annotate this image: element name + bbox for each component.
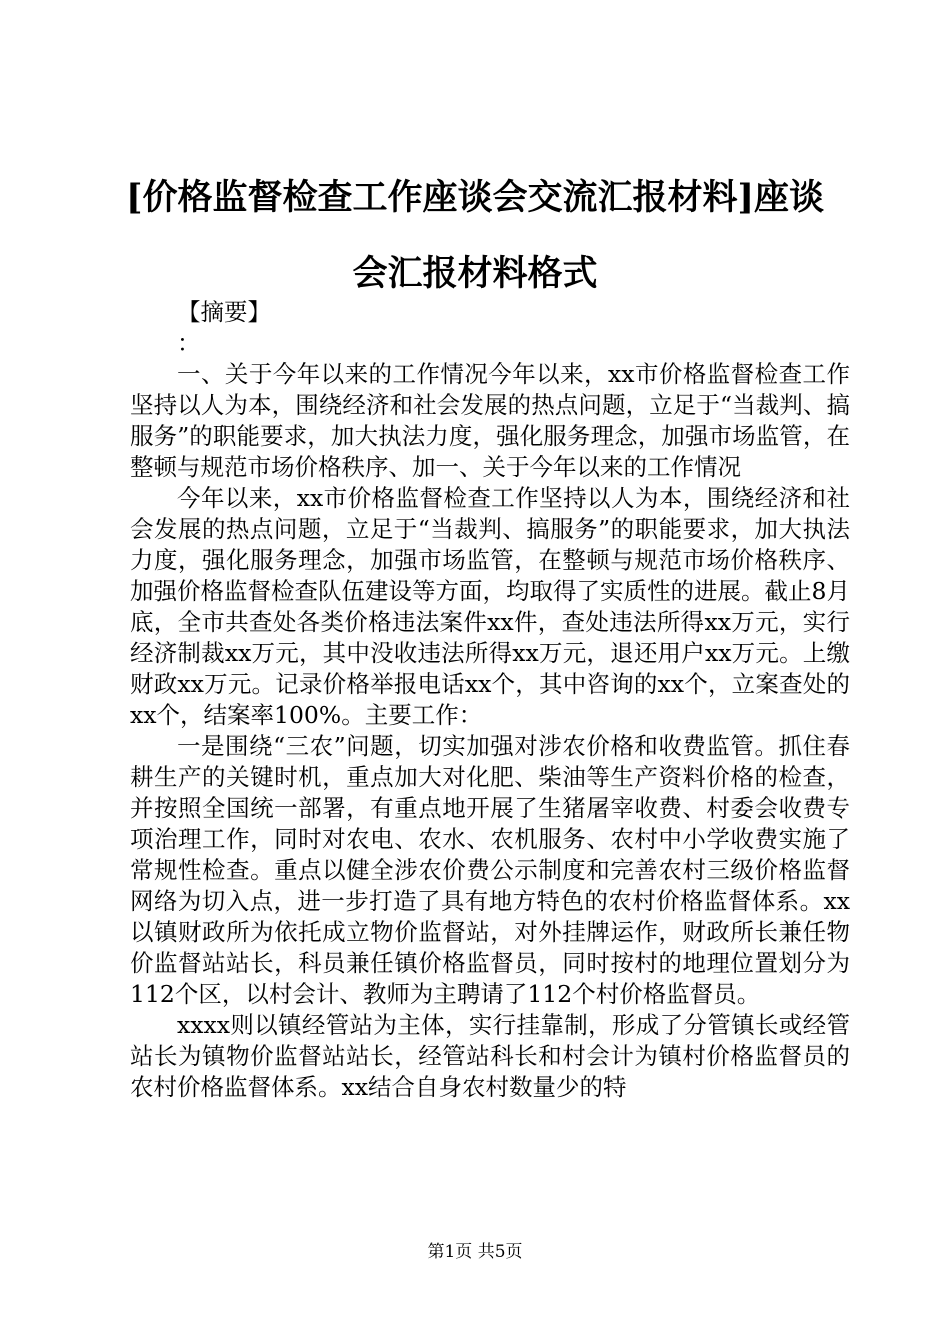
paragraph: 今年以来，xx市价格监督检查工作坚持以人为本，围绕经济和社会发展的热点问题，立足于“当裁判、搞服务”的职能要求，加大执法力度，强化服务理念，加强市场监管，在整顿与规范市场价格秩序、加强价格监督检查队伍建设等方面，均取得了实质性的进展。截止8月底，全市共查处各类价格违法案件xx件，查处违法所得xx万元，实行经济制裁xx万元，其中没收违法所得xx万元，退还用户xx万元。上缴财政xx万元。记录价格举报电话xx个，其中咨询的xx个，立案查处的xx个，结案率100%。主要工作： xyxy=(130,484,850,729)
paragraph: xxxx则以镇经管站为主体，实行挂靠制，形成了分管镇长或经管站长为镇物价监督站站长，经管站科长和村会计为镇村价格监督员的农村价格监督体系。xx结合自身农村数量少的特 xyxy=(130,1011,850,1101)
page-number-footer: 第1页 共5页 xyxy=(427,1242,523,1262)
paragraph: 一是围绕“三农”问题，切实加强对涉农价格和收费监管。抓住春耕生产的关键时机，重点加大对化肥、柴油等生产资料价格的检查，并按照全国统一部署，有重点地开展了生猪屠宰收费、村委会收费专项治理工作，同时对农电、农水、农机服务、农村中小学收费实施了常规性检查。重点以健全涉农价费公示制度和完善农村三级价格监督网络为切入点，进一步打造了具有地方特色的农村价格监督体系。xx以镇财政所为依托成立物价监督站，对外挂牌运作，财政所长兼任物价监督站站长，科员兼任镇价格监督员，同时按村的地理位置划分为112个区，以村会计、教师为主聘请了112个村价格监督员。 xyxy=(130,732,850,1008)
paragraph: 一、关于今年以来的工作情况今年以来，xx市价格监督检查工作坚持以人为本，围绕经济和社会发展的热点问题，立足于“当裁判、搞服务”的职能要求，加大执法力度，强化服务理念，加强市场监管，在整顿与规范市场价格秩序、加一、关于今年以来的工作情况 xyxy=(130,360,850,481)
paragraph-colon: ： xyxy=(177,329,201,357)
abstract-label: 【摘要】 xyxy=(177,298,271,326)
document-title: [价格监督检查工作座谈会交流汇报材料]座谈会汇报材料格式 xyxy=(125,177,825,294)
document-body xyxy=(130,297,850,1103)
